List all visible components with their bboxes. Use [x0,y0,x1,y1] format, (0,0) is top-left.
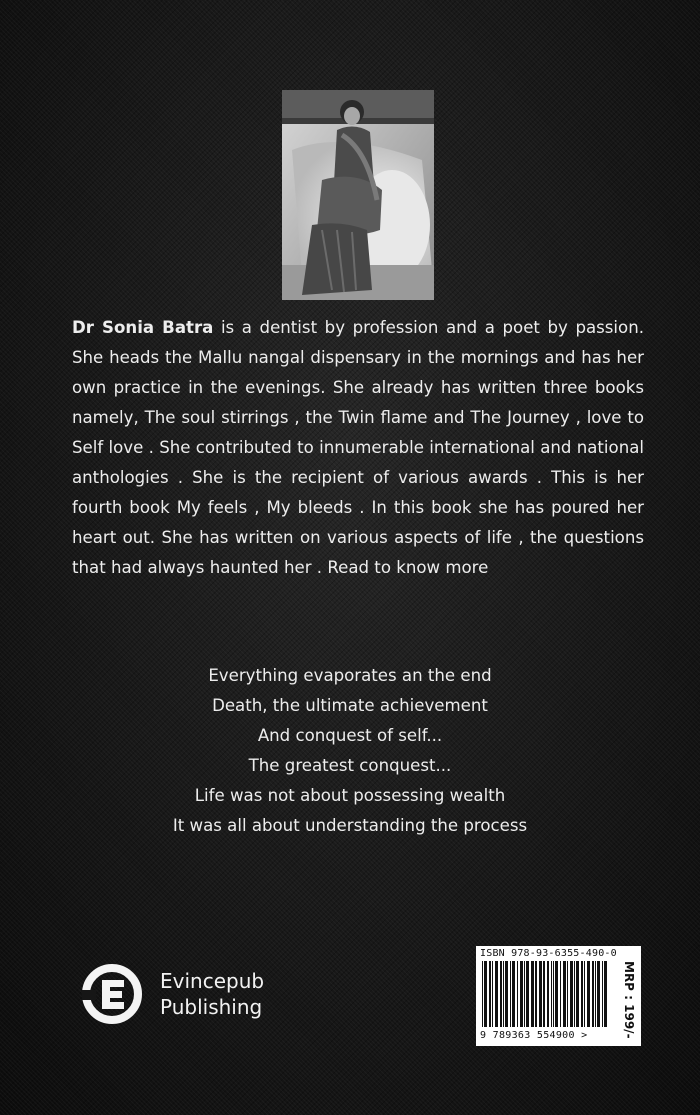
barcode-bar [495,961,498,1027]
poem-line: Life was not about possessing wealth [194,786,506,805]
barcode-bar [484,961,487,1027]
barcode-bar [563,961,566,1027]
barcode-bar [595,961,596,1027]
poem-line: Everything evaporates an the end [208,666,492,685]
barcode-bar [576,961,579,1027]
barcode-bar [503,961,504,1027]
barcode-bar [526,961,529,1027]
author-bio [72,313,644,583]
barcode-bar [531,961,534,1027]
publisher-name-line1: Evincepub [160,969,265,993]
barcode-bar [524,961,525,1027]
barcode-bar [492,961,493,1027]
barcode-bar [551,961,552,1027]
barcode-bar [604,961,607,1027]
poem-line: Death, the ultimate achievement [212,696,488,715]
isbn-barcode [476,946,641,1046]
barcode-bar [500,961,502,1027]
barcode-bars [480,961,610,1029]
barcode-bar [539,961,542,1027]
price-label: MRP : 199/- [622,961,636,1039]
barcode-bar [543,961,545,1027]
bio-text: is a dentist by profession and a poet by passion. She heads the Mallu nangal dispensary in the mornings and has her own practice in the evenings. She already has written three books namely, The soul stirrings , the Twin flame and The Journey , love to Self love . She contributed to innumerable international and national anthologies . She is the recipient of various awards . This is her fourth book My feels , My bleeds . In this book she has poured her heart out. She has written on various aspects of life , the questions that had always haunted her . Read to know more [72,318,644,577]
letter-e-circle-logo-icon [80,960,150,1030]
isbn-text: ISBN 978-93-6355-490-0 [480,948,617,959]
barcode-bar [587,961,590,1027]
barcode-digits: 9 789363 554900 > [480,1030,588,1041]
poem [0,661,700,841]
barcode-bar [510,961,511,1027]
barcode-bar [584,961,585,1027]
poem-line: And conquest of self... [257,726,443,745]
publisher-name-line2: Publishing [160,995,263,1019]
barcode-bar [567,961,568,1027]
barcode-bar [555,961,558,1027]
barcode-bar [505,961,508,1027]
barcode-bar [553,961,554,1027]
barcode-bar [535,961,537,1027]
poem-line: It was all about understanding the process [172,816,528,835]
poem-line: The greatest conquest... [248,756,452,775]
author-name: Dr Sonia Batra [72,318,214,337]
barcode-bar [592,961,594,1027]
barcode-bar [512,961,515,1027]
barcode-bar [520,961,523,1027]
barcode-bar [547,961,549,1027]
barcode-bar [570,961,573,1027]
barcode-bar [482,961,483,1027]
author-photo [282,90,434,300]
publisher-logo [80,960,320,1030]
barcode-bar [602,961,603,1027]
barcode-bar [489,961,491,1027]
barcode-bar [597,961,600,1027]
barcode-bar [560,961,561,1027]
barcode-bar [517,961,518,1027]
barcode-bar [574,961,575,1027]
barcode-bar [581,961,583,1027]
